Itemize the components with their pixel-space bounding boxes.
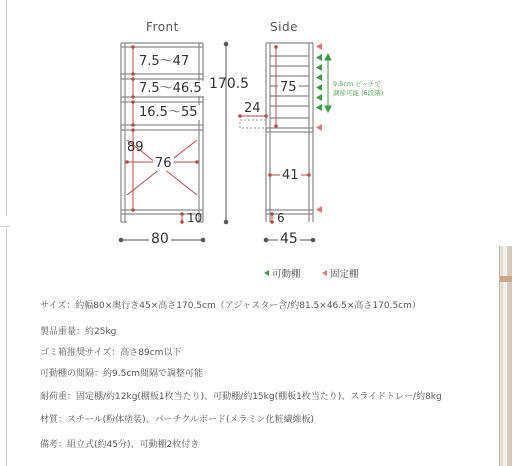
movable-shelf-icon bbox=[264, 270, 269, 276]
spec-bin-size: ゴミ箱推奨サイズ：高さ89cm以下 bbox=[40, 348, 182, 358]
movable-shelf-markers bbox=[316, 54, 322, 111]
dim-depth: 45 bbox=[280, 231, 298, 247]
spec-weight: 製品重量：約25kg bbox=[40, 327, 117, 337]
spec-notes: 備考：組立式(約45分)、可動棚2枚付き bbox=[40, 440, 200, 450]
dim-bin-height: 89 bbox=[127, 140, 144, 155]
spec-material: 材質：スチール(粉体塗装)、パーチクルボード(メラミン化粧繊維板) bbox=[40, 415, 315, 425]
dim-shelf-span: 75 bbox=[280, 80, 297, 95]
front-dimension-lines bbox=[127, 47, 197, 222]
dim-front-bottom: 10 bbox=[187, 211, 203, 225]
dim-width: 80 bbox=[151, 231, 169, 247]
front-view-label: Front bbox=[146, 20, 179, 34]
fixed-shelf-icon bbox=[322, 270, 327, 276]
legend-movable: 可動棚 bbox=[264, 266, 301, 280]
dim-side-bottom: 6 bbox=[277, 211, 285, 225]
dim-shelf-1: 7.5～47 bbox=[139, 54, 190, 69]
dim-bin-depth: 41 bbox=[282, 168, 299, 183]
dim-shelf-3: 16.5～55 bbox=[139, 105, 198, 120]
dim-bin-width: 76 bbox=[155, 156, 172, 171]
side-dimension-lines bbox=[240, 47, 309, 222]
dim-slide-tray: 24 bbox=[244, 101, 261, 116]
spec-load-capacity: 耐荷重：固定棚/約12kg(棚板1枚当たり)、可動棚/約15kg(棚板1枚当たり)、スライドトレー/約8kg bbox=[40, 392, 442, 402]
slide-tray-dotted bbox=[240, 120, 266, 128]
spec-size: サイズ：約幅80×奥行き45×高さ170.5cm（アジャスター含/約81.5×46.5×高さ170.5cm） bbox=[40, 301, 421, 311]
side-rack-frame bbox=[266, 43, 313, 222]
legend-fixed: 固定棚 bbox=[322, 266, 359, 280]
dim-total-height: 170.5 bbox=[209, 76, 250, 92]
pitch-range-arrow bbox=[325, 54, 331, 112]
spec-shelf-interval: 可動棚の間隔：約9.5cm間隔で調整可能 bbox=[40, 369, 204, 379]
side-view-label: Side bbox=[270, 20, 298, 34]
dim-shelf-2: 7.5～46.5 bbox=[139, 81, 202, 96]
pitch-note: 9.5cm ピッチで 調節可能 (6段階) bbox=[333, 80, 384, 97]
